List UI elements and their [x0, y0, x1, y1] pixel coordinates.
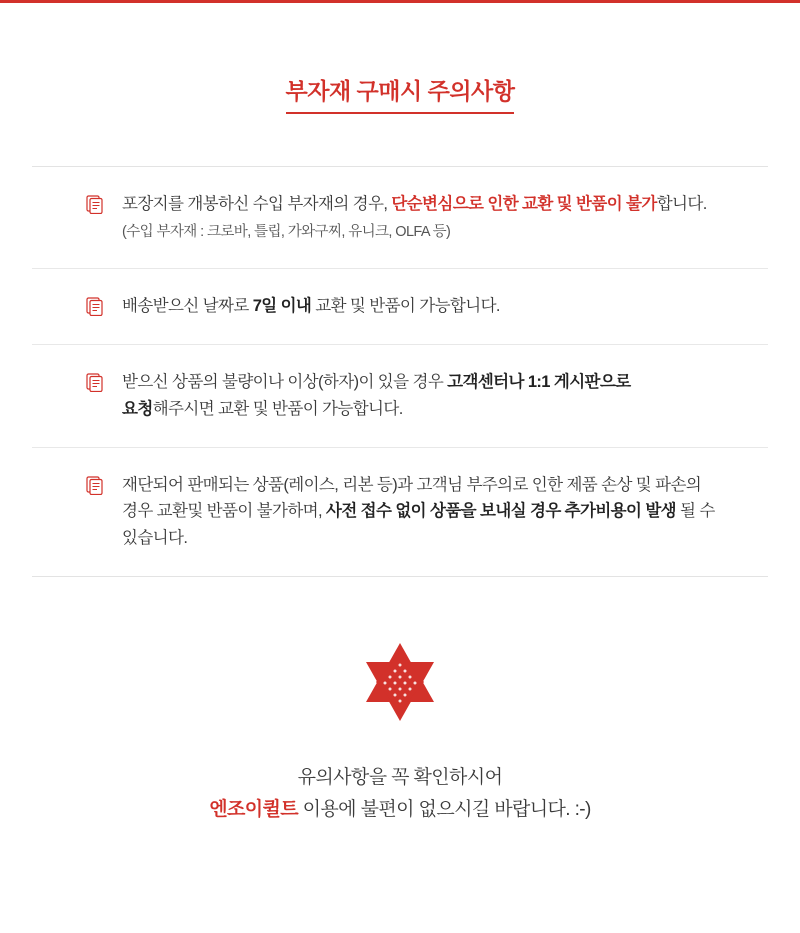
- notice-text-segment: 해주시면 교환 및 반품이 가능합니다.: [152, 399, 403, 418]
- star-flower-ornament: [0, 639, 800, 725]
- page-title-wrap: [0, 73, 800, 114]
- document-note-icon: [86, 194, 104, 214]
- footer-line-1: 유의사항을 꼭 확인하시어: [297, 766, 503, 788]
- notice-text-segment: 7일 이내: [252, 297, 312, 316]
- notice-text-segment: (수입 부자재 : 크로바, 틀립, 가와구찌, 유니크, OLFA 등): [122, 223, 451, 240]
- footer-message: [0, 763, 800, 825]
- notice-list: [32, 166, 768, 577]
- notice-text-segment: 사전 접수 없이 상품을 보내실 경우 추가비용이 발생: [326, 502, 677, 521]
- notice-text-segment: 단순변심으로 인한 교환 및 반품이 불가: [391, 195, 657, 213]
- footer-line-2: [0, 795, 800, 825]
- notice-text: [122, 472, 720, 552]
- document-note-icon: [86, 296, 104, 316]
- notice-text-segment: 합니다.: [656, 195, 707, 213]
- notice-text-segment: 고객센터나 1:1 게시판으로 요청: [122, 373, 631, 418]
- notice-item: [32, 269, 768, 345]
- notice-item: [32, 448, 768, 576]
- notice-text-segment: 포장지를 개봉하신 수입 부자재의 경우,: [122, 195, 392, 213]
- notice-text: [122, 191, 720, 244]
- notice-text-segment: 교환 및 반품이 가능합니다.: [311, 297, 500, 316]
- top-accent-rule: [0, 0, 800, 3]
- notice-text-segment: 받으신 상품의 불량이나 이상(하자)이 있을 경우: [122, 373, 448, 392]
- notice-item: [32, 167, 768, 269]
- page-title: 부자재 구매시 주의사항: [286, 73, 515, 114]
- notice-text: [122, 369, 720, 422]
- brand-name: 엔조이퀼트: [209, 798, 298, 820]
- notice-item: [32, 345, 768, 447]
- document-note-icon: [86, 475, 104, 495]
- notice-text: [122, 293, 500, 320]
- notice-text-segment: 배송받으신 날짜로: [122, 297, 253, 316]
- notice-text-segment: 재단되어 판매되는 상품(레이스, 리본 등)과 고객님 부주의로 인한 제품 손상 및 파손의 경우 교환및 반품이 불가하며,: [122, 475, 702, 521]
- document-note-icon: [86, 372, 104, 392]
- notice-text-segment: 될 수 있습니다.: [122, 502, 715, 548]
- footer-line-2-rest: 이용에 불편이 없으시길 바랍니다. :-): [298, 798, 591, 820]
